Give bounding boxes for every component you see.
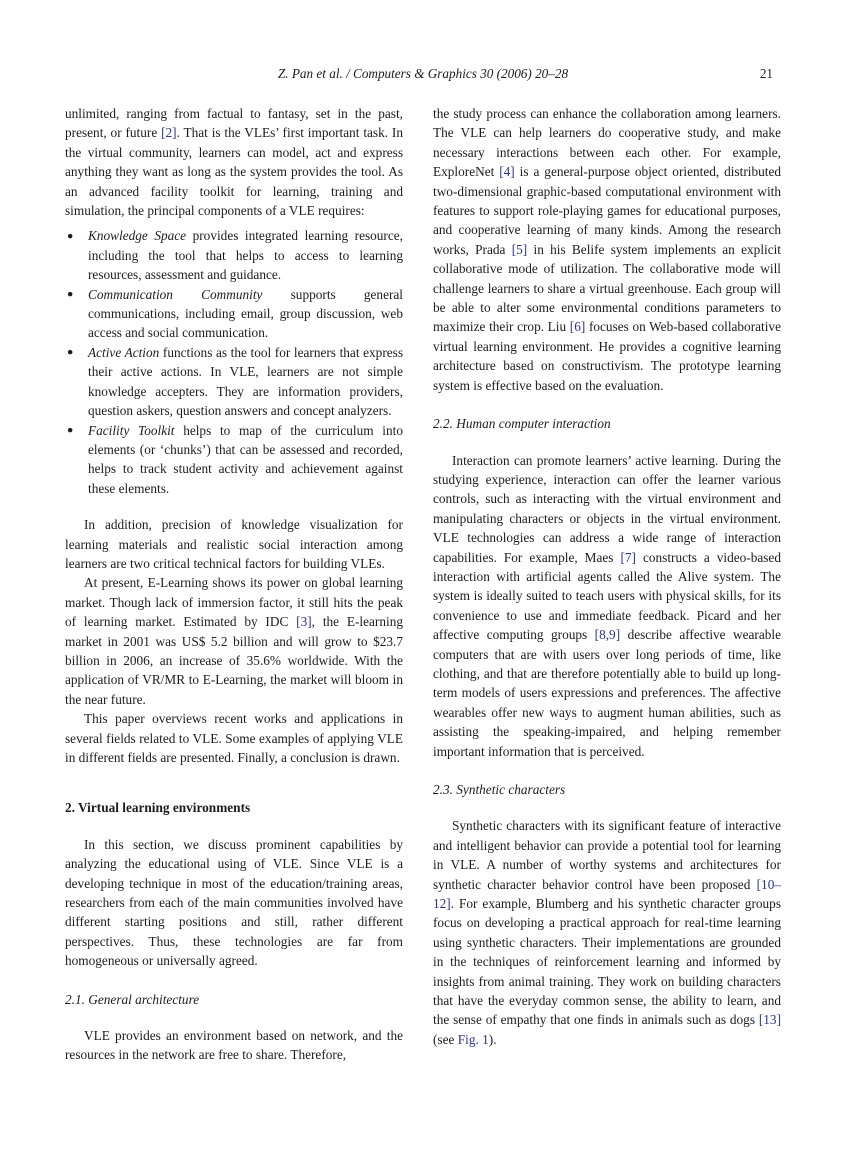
citation-link[interactable]: [2] (161, 125, 177, 141)
right-column (433, 104, 781, 1065)
left-column (65, 104, 403, 1065)
citation-link[interactable]: [4] (499, 164, 515, 180)
citation-link[interactable]: [3] (296, 614, 312, 630)
paragraph: In this section, we discuss prominent capabilities by analyzing the educational using of VLE. Since VLE is a developing technique in most of the education/training areas, researchers from each of the main communities involved have different starting positions and still, rather different perspectives. Thus, these technologies are far from homogeneous or universally agreed. (65, 836, 403, 969)
two-column-body (65, 104, 781, 1065)
paragraph: In addition, precision of knowledge visualization for learning materials and realistic social interaction among learners are two critical technical factors for building VLEs. (65, 517, 403, 571)
bullet-item: ● Active Action functions as the tool for learners that express their active actions. In VLE, learners are not simple knowledge accepters. They are information providers, question askers, question answers and concept analyzers. (65, 343, 403, 421)
subsection-heading: 2.3. Synthetic characters (433, 782, 566, 797)
emphasis-term: Active Action (88, 344, 160, 360)
bullet-list (65, 226, 403, 498)
citation-link[interactable]: [7] (620, 549, 636, 565)
citation-link[interactable]: [8,9] (594, 627, 621, 643)
emphasis-term: Facility Toolkit (88, 422, 175, 438)
paragraph: the study process can enhance the collaboration among learners. The VLE can help learners do cooperative study, and make necessary interactions between each other. For example, ExploreNet [4] is a general-purpose object oriented, distributed two-dimensional graphic-based computational environment with features to support role-playing games for educational purposes, and cooperative learning of many kinds. Among the research works, Prada [5] in his Belife system implements an explicit collaborative mode of utilization. The collaborative mode will challenge learners to share a virtual greenhouse. Each group will be able to alter some environmental conditions parameters to maximize their crop. Liu [6] focuses on Web-based collaborative virtual learning environment. He provides a cognitive learning architecture based on constructivism. The prototype learning system is effective based on the evaluation. (433, 106, 782, 393)
paragraph: Interaction can promote learners’ active learning. During the studying experience, interaction can offer the learner various controls, such as interacting with the virtual environment and manipulating characters or objects in the virtual environment. VLE technologies can address a wide range of interaction capabilities. For example, Maes [7] constructs a video-based interaction with artificial agents called the Alive system. The system is ideally suited to teach users with physical skills, for its convenience to use and immediate feedback. Picard and her affective computing groups [8,9] describe affective wearable computers that are with users over long periods of time, like clothing, and that are therefore potentially able to build up long-term models of users expressions and preferences. The affective wearables offer new ways to augment human abilities, such as assisting the speaking-impaired, and helping remember important information that is perceived. (433, 452, 781, 759)
bullet-item: ● Facility Toolkit helps to map of the curriculum into elements (or ‘chunks’) that can be assessed and recorded, helps to track student activity and achievement against these elements. (65, 421, 403, 499)
page-number: 21 (759, 66, 773, 81)
section-heading: 2. Virtual learning environments (65, 800, 251, 816)
subsection-heading: 2.1. General architecture (65, 991, 200, 1007)
citation-link[interactable]: [5] (511, 241, 528, 257)
emphasis-term: Knowledge Space (88, 228, 187, 244)
paragraph: Synthetic characters with its significant feature of interactive and intelligent behavior can provide a potential tool for learning in VLE. A number of worthy systems and architectures for synthetic character behavior control have been proposed [10–12]. For example, Blumberg and his synthetic character groups focus on developing a practical approach for real-time learning using synthetic characters. Their implementations are grounded in the techniques of reinforcement learning and informed by insights from animal training. They work on building characters that have the everyday common sense, the ability to learn, and the sense of empathy that one finds in animals such as dogs [13] (see Fig. 1). (433, 818, 781, 1047)
paragraph: At present, E-Learning shows its power on global learning market. Though lack of immersion factor, it still hits the peak of learning market. Estimated by IDC [3], the E-learning market in 2001 was US$ 5.2 billion and will grow to $23.7 billion in 2006, an increase of 35.6% worldwide. With the application of VR/MR to E-Learning, the market will bloom in the near future. (65, 575, 403, 707)
citation-link[interactable]: [13] (758, 1012, 781, 1028)
paragraph: unlimited, ranging from factual to fantasy, set in the past, present, or future [2]. That is the VLEs’ first important task. In the virtual community, learners can model, act and express anything they want as long as the system provides the tool. As an advanced facility toolkit for learning, training and simulation, the principal components of a VLE requires: (65, 106, 403, 219)
bullet-item: ● Knowledge Space provides integrated learning resource, including the tool that helps to access to learning resources, assessment and guidance. (65, 226, 403, 284)
citation-link[interactable]: [6] (569, 319, 586, 335)
running-title: Z. Pan et al. / Computers & Graphics 30 (2006) 20–28 (277, 66, 569, 81)
subsection-heading: 2.2. Human computer interaction (433, 416, 611, 432)
paragraph: VLE provides an environment based on network, and the resources in the network are free to share. Therefore, (65, 1028, 403, 1063)
citation-link[interactable]: [10–12] (433, 876, 781, 912)
bullet-item: ● Communication Community supports general communications, including email, group discussion, web access and social communication. (65, 285, 403, 343)
emphasis-term: Communication Community (88, 286, 263, 302)
paragraph: This paper overviews recent works and applications in several fields related to VLE. Some examples of applying VLE in different fields are presented. Finally, a conclusion is drawn. (65, 711, 403, 765)
running-header (65, 66, 781, 86)
citation-link[interactable]: Fig. 1 (457, 1031, 489, 1047)
